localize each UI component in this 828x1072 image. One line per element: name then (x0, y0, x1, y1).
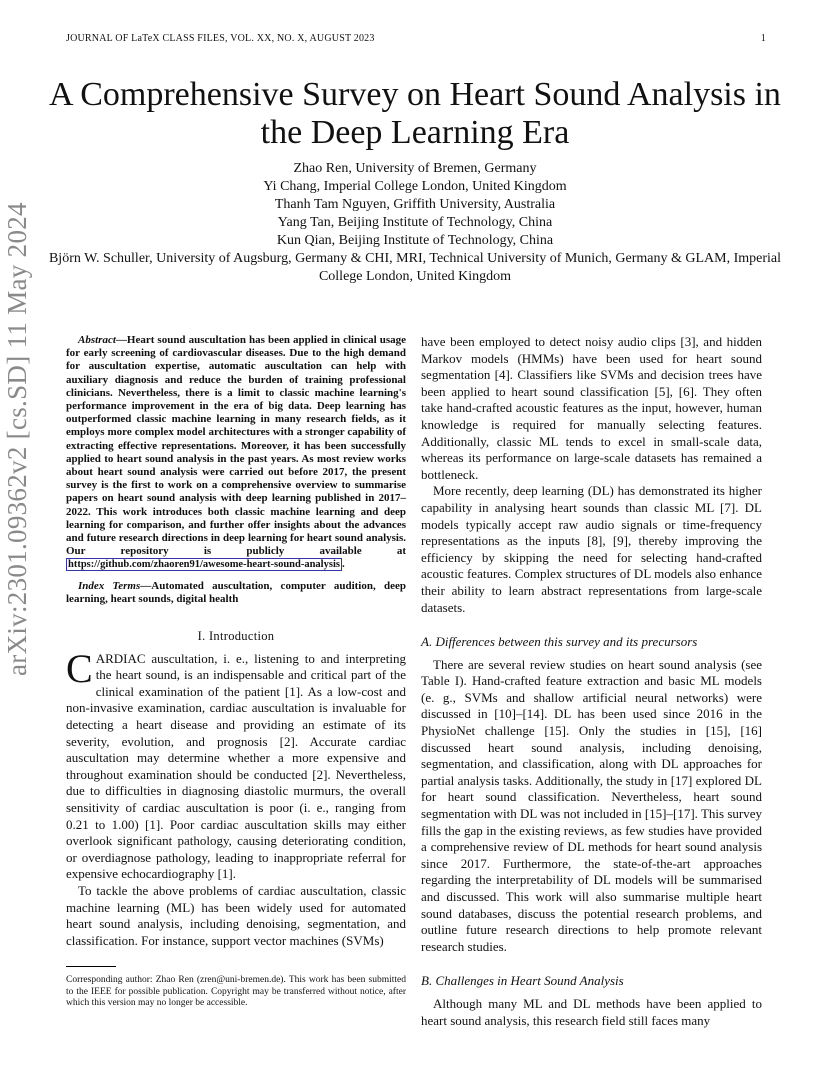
paper-title: A Comprehensive Survey on Heart Sound Analysis in the Deep Learning Era (49, 76, 781, 151)
right-column (421, 334, 762, 1029)
page-number: 1 (760, 33, 766, 44)
right-paragraph-1: have been employed to detect noisy audio clips [3], and hidden Markov models (HMMs) have been used for heart sound segmentation [4]. Classifiers like SVMs and decision trees have been applied to heart sound classification [5], [6]. They often take hand-crafted acoustic features as the input, however, human knowledge is required for manually selecting features. Additionally, classic ML tends to excel in small-scale data, whereas its performance on large-scale datasets has remained a bottleneck. (421, 334, 762, 482)
section-heading-introduction: I. Introduction (197, 629, 275, 644)
repository-link[interactable]: https://github.com/zhaoren91/awesome-heart-sound-analysis (68, 559, 340, 571)
abstract-text: —Heart sound auscultation has been applied in clinical usage for early screening of cardiovascular diseases. Due to the high demand for auscultation expertise, automatic auscultation can help with auxiliary diagnosis and reduce the burden of training professional clinicians. Nevertheless, there is a limit to classic machine learning's performance improvement in the era of big data. Deep learning has outperformed classic machine learning in many research fields, as it employs more complex model architectures with a stronger capability of extracting effective representations. Moreover, it has been successfully applied to heart sound analysis in the past years. As most review works about heart sound analysis were carried out before 2017, the present survey is the first to work on a comprehensive overview to summarise papers on heart sound analysis with deep learning published in 2017–2022. This work introduces both classic machine learning and deep learning for comparison, and further offer insights about the advances and future research directions in deep learning for heart sound analysis. Our repository is publicly available at (66, 334, 406, 558)
intro-paragraph-1-text: ARDIAC auscultation, i. e., listening to and interpreting the heart sound, is an indispensable and critical part of the clinical examination of the patient [1]. As a low-cost and non-invasive examination, cardiac auscultation is invaluable for detecting a heart disease and providing an estimate of its severity, evolution, and prognosis [2]. Accurate cardiac auscultation may determine whether a more expensive and throughout examination should be conducted [2]. Nevertheless, due to difficulties in diagnosing diastolic murmurs, the overall sensitivity of cardiac auscultation is poor (i. e., ranging from 0.21 to 1.00) [1]. Poor cardiac auscultation skills may either overlook significant pathology, causing deteriorating condition, or overdiagnose pathology, leading to inappropriate referral for expensive echocardiography [1]. (66, 650, 406, 882)
left-column (66, 334, 406, 949)
author-line: Kun Qian, Beijing Institute of Technology, China (276, 233, 554, 248)
author-line: Björn W. Schuller, University of Augsburg, Germany & CHI, MRI, Technical University of Munich, Germany & GLAM, Imperial College London, United Kingdom (48, 251, 782, 284)
index-terms-text: —Automated auscultation, computer audition, deep learning, heart sounds, digital health (66, 579, 406, 605)
footnote-rule (66, 966, 116, 967)
abstract (66, 334, 406, 572)
running-header (66, 33, 766, 44)
author-line: Yang Tan, Beijing Institute of Technology, China (277, 215, 553, 230)
author-list (40, 160, 790, 286)
author-line: Zhao Ren, University of Bremen, Germany (293, 161, 537, 176)
right-paragraph-2: More recently, deep learning (DL) has demonstrated its higher capability in analysing heart sounds than classic ML [7]. DL models typically accept raw audio signals or time-frequency representations as the inputs [8], [9], thereby improving the efficiency by skipping the need for selecting hand-crafted acoustic features. Complex structures of DL models also enhance their ability to learn abstract representations from large-scale datasets. (421, 483, 762, 615)
journal-name: JOURNAL OF LaTeX CLASS FILES, VOL. XX, NO. X, AUGUST 2023 (66, 33, 375, 44)
author-line: Thanh Tam Nguyen, Griffith University, Australia (274, 197, 556, 212)
subsection-heading-a: A. Differences between this survey and its precursors (421, 634, 698, 650)
right-paragraph-4: Although many ML and DL methods have been applied to heart sound analysis, this research field still faces many (421, 995, 762, 1028)
index-terms (66, 580, 406, 606)
index-terms-label: Index Terms (78, 579, 141, 592)
subsection-heading-b: B. Challenges in Heart Sound Analysis (421, 973, 624, 989)
author-line: Yi Chang, Imperial College London, United Kingdom (263, 179, 567, 194)
intro-paragraph-2: To tackle the above problems of cardiac auscultation, classic machine learning (ML) has been widely used for automated heart sound analysis, including denoising, segmentation, and classification. For instance, support vector machines (SVMs) (66, 882, 406, 948)
abstract-end: . (341, 558, 345, 571)
intro-paragraph-1 (66, 645, 406, 883)
abstract-label: Abstract (78, 334, 116, 346)
drop-cap: C (66, 645, 93, 691)
arxiv-stamp: arXiv:2301.09362v2 [cs.SD] 11 May 2024 (2, 202, 32, 676)
right-paragraph-3: There are several review studies on heart sound analysis (see Table I). Hand-crafted feature extraction and basic ML models (e. g., SVMs and shallow artificial neural networks) were discussed in [10]–[14]. DL has been used since 2016 in the PhysioNet challenge [15]. Only the studies in [15], [16] discussed heart sound analysis, including denoising, segmentation, and classification, along with DL approaches for partial analysis tasks. Additionally, the study in [17] explored DL for heart sound classification. Nevertheless, heart sound segmentation with DL was not included in [15]–[17]. This survey fills the gap in the existing reviews, as few studies have provided a comprehensive review of DL methods for heart sound analysis since 2017. Furthermore, the state-of-the-art approaches regarding the interpretability of DL models will be summarised and discussed. This work will also summarise multiple heart sound databases, discuss the potential research problems, and outline future research directions to help promote relevant research studies. (421, 656, 762, 954)
footnote: Corresponding author: Zhao Ren (zren@uni-bremen.de). This work has been submitted to the IEEE for possible publication. Copyright may be transferred without notice, after which this version may no longer be accessible. (66, 975, 406, 1008)
